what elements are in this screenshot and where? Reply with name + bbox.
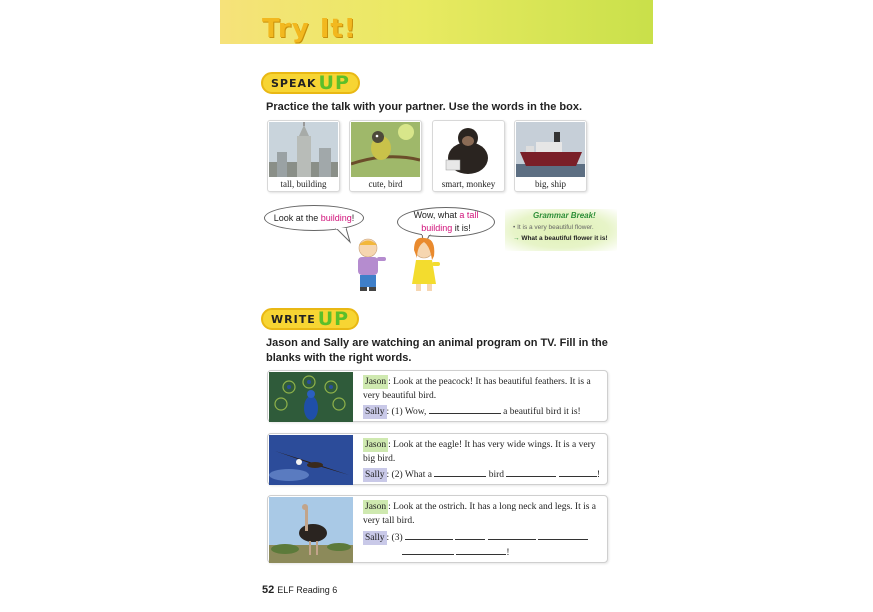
- speaker-sally: Sally: [365, 470, 385, 480]
- sally-text-pre: : (2) What a: [386, 470, 432, 480]
- badge-label: WRITE: [271, 312, 316, 326]
- speaker-sally: Sally: [365, 407, 385, 417]
- speaker-jason: Jason: [365, 377, 387, 387]
- page-footer: [262, 584, 337, 596]
- bubble-text-post: it is!: [452, 223, 471, 233]
- peacock-image: [269, 372, 353, 422]
- sally-text-pre: : (1) Wow,: [386, 407, 427, 417]
- speak-up-badge: [261, 72, 360, 94]
- badge-up: UP: [317, 307, 350, 330]
- bubble-highlight: a tall building: [421, 210, 479, 233]
- answer-blank[interactable]: [456, 545, 506, 555]
- sally-text-post: !: [506, 548, 510, 558]
- kids-illustration: [350, 236, 445, 294]
- badge-label: SPEAK: [271, 76, 317, 90]
- grammar-title: Grammar Break!: [533, 211, 596, 220]
- jason-line: [363, 375, 603, 403]
- page-number: 52: [262, 584, 275, 596]
- jason-line: [363, 438, 603, 466]
- bubble-text-pre: Look at the: [273, 212, 321, 223]
- book-title: ELF Reading 6: [277, 585, 338, 595]
- answer-blank[interactable]: [488, 530, 536, 540]
- bubble-text-post: !: [351, 212, 355, 223]
- arrow-icon: →: [513, 235, 520, 242]
- word-card-monkey: [432, 120, 505, 192]
- jason-text: : Look at the eagle! It has very wide wings. It is a very big bird.: [363, 440, 596, 464]
- bubble-text: [274, 212, 355, 225]
- word-card-building: [267, 120, 340, 192]
- dialogue-peacock: [267, 370, 608, 422]
- ostrich-image: [269, 497, 353, 563]
- ship-image: [516, 122, 585, 177]
- page-title: Try It!: [262, 14, 357, 44]
- card-caption: tall, building: [280, 179, 327, 189]
- sally-line: [363, 530, 603, 545]
- sally-text-mid: bird: [488, 470, 505, 480]
- answer-blank[interactable]: [455, 530, 485, 540]
- sally-text-post: a beautiful bird it is!: [503, 407, 581, 417]
- dialogue-ostrich: [267, 495, 608, 563]
- write-up-badge: [261, 308, 359, 330]
- speaker-jason: Jason: [365, 502, 387, 512]
- speaker-sally: Sally: [365, 533, 385, 543]
- answer-blank[interactable]: [538, 530, 588, 540]
- answer-blank[interactable]: [506, 467, 556, 477]
- answer-blank[interactable]: [434, 467, 486, 477]
- speak-instruction: Practice the talk with your partner. Use the words in the box.: [266, 101, 583, 113]
- building-image: [269, 122, 338, 177]
- card-caption: smart, monkey: [441, 179, 496, 189]
- grammar-example: • It is a very beautiful flower.: [513, 224, 594, 231]
- grammar-result: [513, 235, 608, 242]
- bubble-text: [411, 209, 481, 235]
- badge-up: UP: [318, 71, 350, 94]
- answer-blank[interactable]: [429, 404, 501, 414]
- jason-line: [363, 500, 603, 528]
- bubble-highlight: building: [320, 212, 352, 223]
- bubble-text-pre: Wow, what: [413, 210, 460, 220]
- word-card-ship: [514, 120, 587, 192]
- answer-blank[interactable]: [559, 467, 597, 477]
- write-instruction: Jason and Sally are watching an animal program on TV. Fill in the blanks with the right words.: [266, 337, 608, 364]
- sally-line: [363, 467, 603, 482]
- answer-blank[interactable]: [405, 530, 453, 540]
- jason-text: : Look at the peacock! It has beautiful feathers. It is a very beautiful bird.: [363, 377, 591, 401]
- card-caption: cute, bird: [368, 179, 403, 189]
- word-card-bird: [349, 120, 422, 192]
- sally-text-pre: : (3): [386, 533, 403, 543]
- jason-text: : Look at the ostrich. It has a long neck and legs. It is a very tall bird.: [363, 502, 597, 526]
- answer-blank[interactable]: [402, 545, 454, 555]
- card-caption: big, ship: [534, 179, 566, 189]
- bird-image: [351, 122, 420, 177]
- grammar-break-box: [505, 209, 617, 251]
- eagle-image: [269, 435, 353, 485]
- speech-bubble-girl: [397, 207, 495, 237]
- sally-line: [363, 404, 603, 419]
- speaker-jason: Jason: [365, 440, 387, 450]
- monkey-image: [434, 122, 503, 177]
- grammar-result-text: What a beautiful flower it is!: [521, 235, 608, 242]
- dialogue-eagle: [267, 433, 608, 485]
- sally-line-continued: [402, 545, 602, 560]
- sally-text-post: !: [596, 470, 600, 480]
